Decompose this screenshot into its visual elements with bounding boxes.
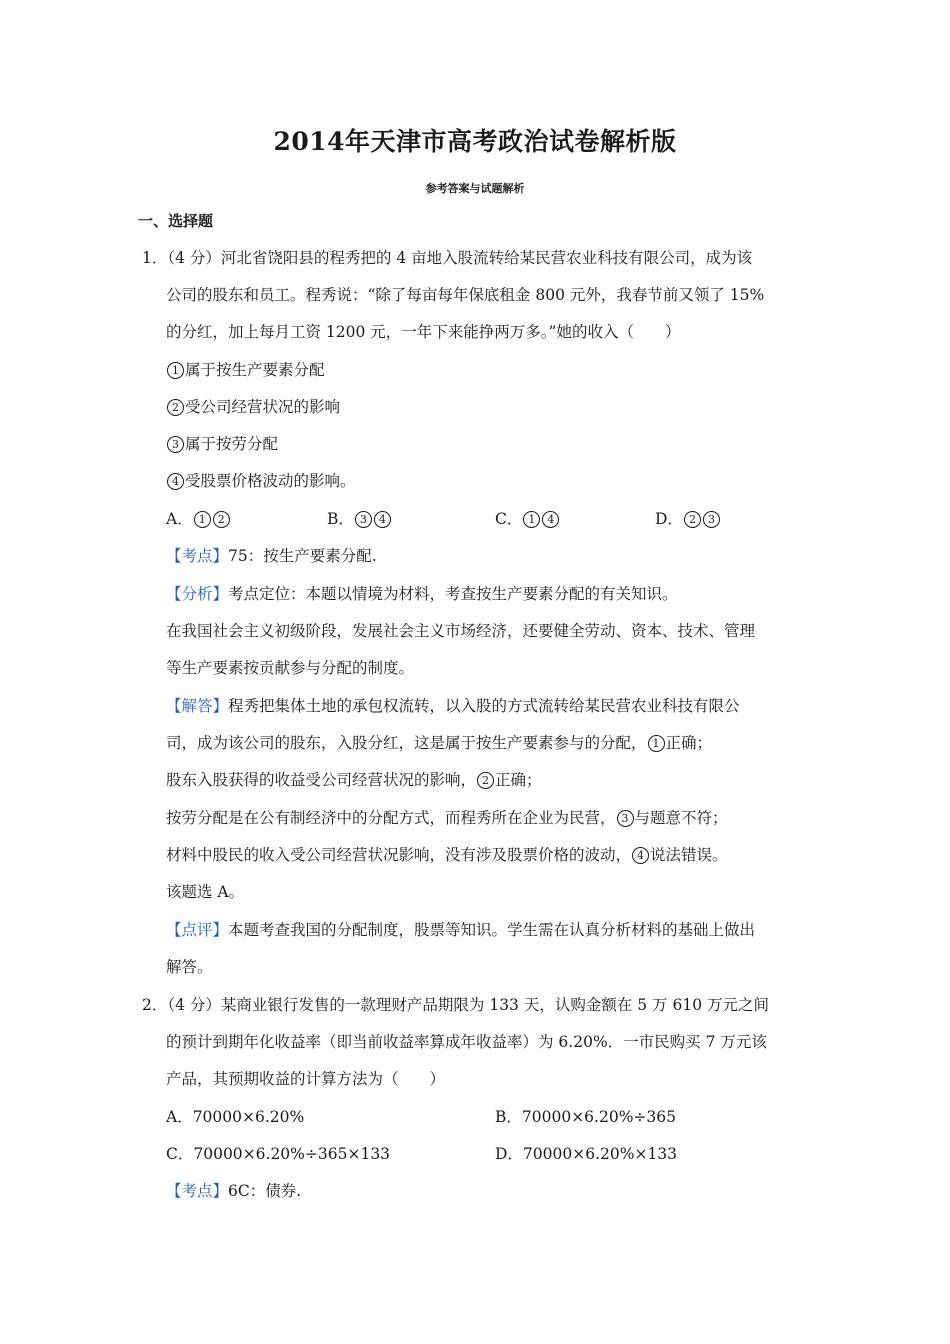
- circled-number: 4: [542, 511, 559, 528]
- q2-option-d: D．70000×6.20%×133: [495, 1145, 678, 1163]
- q1-fenxi-line-2: 在我国社会主义初级阶段，发展社会主义市场经济，还要健全劳动、资本、技术、管理: [166, 622, 756, 640]
- q1-jieda-line-5: [166, 845, 728, 865]
- jieda-line-3-text: 股东入股获得的收益受公司经营状况的影响，: [166, 771, 477, 789]
- q1-option-c: [495, 509, 560, 529]
- q1-item-3-text: 属于按劳分配: [185, 435, 279, 453]
- q1-jieda: [166, 696, 740, 716]
- q1-stem-line-3: 的分红，加上每月工资 1200 元，一年下来能挣两万多。”她的收入（ ）: [166, 323, 681, 341]
- q1-jieda-line-4: [166, 808, 728, 828]
- dianping-tag: 【点评】: [166, 921, 229, 939]
- q1-option-d: [655, 509, 721, 529]
- dianping-text: 本题考查我国的分配制度，股票等知识。学生需在认真分析材料的基础上做出: [228, 921, 756, 939]
- q1-jieda-line-3: [166, 770, 542, 790]
- option-letter: D．: [655, 510, 683, 528]
- option-letter: B．: [327, 510, 354, 528]
- fenxi-tag: 【分析】: [166, 585, 229, 603]
- kaodian-text: 6C：债券.: [228, 1182, 302, 1200]
- q1-kaodian: [166, 546, 377, 566]
- jieda-tag: 【解答】: [166, 697, 229, 715]
- verdict-text: 正确；: [665, 734, 713, 752]
- circled-number: 3: [617, 810, 634, 827]
- q2-stem-line-2: 的预计到期年化收益率（即当前收益率算成年收益率）为 6.20%．一市民购买 7 万元该: [166, 1033, 767, 1051]
- q1-option-b: [327, 509, 392, 529]
- circled-number: 1: [648, 735, 665, 752]
- q1-item-4-text: 受股票价格波动的影响。: [185, 472, 356, 490]
- q2-option-a: A．70000×6.20%: [166, 1108, 305, 1126]
- circled-number: 2: [477, 772, 494, 789]
- circled-number: 1: [167, 362, 184, 379]
- circled-number: 2: [167, 399, 184, 416]
- circled-number: 2: [213, 511, 230, 528]
- kaodian-tag: 【考点】: [166, 547, 229, 565]
- verdict-text: 与题意不符；: [634, 809, 728, 827]
- q1-item-2-text: 受公司经营状况的影响: [185, 398, 341, 416]
- jieda-line-4-text: 按劳分配是在公有制经济中的分配方式，而程秀所在企业为民营，: [166, 809, 616, 827]
- q1-fenxi-line-3: 等生产要素按贡献参与分配的制度。: [166, 659, 415, 677]
- circled-number: 3: [355, 511, 372, 528]
- q1-dianping-line-2: 解答。: [166, 958, 213, 976]
- jieda-line-5-text: 材料中股民的收入受公司经营状况影响，没有涉及股票价格的波动，: [166, 846, 632, 864]
- q1-item-2: [166, 397, 340, 417]
- option-letter: A．: [166, 510, 193, 528]
- q1-item-1-text: 属于按生产要素分配: [185, 361, 325, 379]
- q1-item-3: [166, 434, 278, 454]
- kaodian-tag: 【考点】: [166, 1182, 229, 1200]
- page-subtitle: 参考答案与试题解析: [425, 182, 525, 195]
- circled-number: 3: [703, 511, 720, 528]
- circled-number: 4: [632, 847, 649, 864]
- q1-option-a: [166, 509, 231, 529]
- q1-dianping: [166, 920, 755, 940]
- circled-number: 4: [374, 511, 391, 528]
- q2-option-c: C．70000×6.20%÷365×133: [166, 1145, 391, 1163]
- circled-number: 4: [167, 473, 184, 490]
- circled-number: 1: [194, 511, 211, 528]
- circled-number: 1: [523, 511, 540, 528]
- q1-fenxi: [166, 584, 678, 604]
- kaodian-text: 75：按生产要素分配.: [228, 547, 377, 565]
- verdict-text: 说法错误。: [650, 846, 728, 864]
- verdict-text: 正确；: [495, 771, 542, 789]
- q2-stem-line-1: 2．（4 分）某商业银行发售的一款理财产品期限为 133 天，认购金额在 5 万 610 万元之间: [142, 996, 769, 1014]
- q2-kaodian: [166, 1181, 301, 1201]
- q2-stem-line-3: 产品，其预期收益的计算方法为（ ）: [166, 1070, 446, 1088]
- option-letter: C．: [495, 510, 523, 528]
- q2-option-b: B．70000×6.20%÷365: [495, 1108, 676, 1126]
- q1-jieda-line-2: [166, 733, 712, 753]
- q1-item-4: [166, 471, 356, 491]
- q1-item-1: [166, 360, 325, 380]
- q1-stem-line-2: 公司的股东和员工。程秀说：“除了每亩每年保底租金 800 元外，我春节前又领了 15%: [166, 286, 765, 304]
- section-heading: 一、选择题: [138, 212, 214, 230]
- jieda-line-2-text: 司，成为该公司的股东，入股分红，这是属于按生产要素参与的分配，: [166, 734, 647, 752]
- fenxi-text: 考点定位：本题以情境为材料，考查按生产要素分配的有关知识。: [228, 585, 678, 603]
- jieda-text: 程秀把集体土地的承包权流转，以入股的方式流转给某民营农业科技有限公: [228, 697, 740, 715]
- circled-number: 3: [167, 436, 184, 453]
- q1-stem-line-1: 1．（4 分）河北省饶阳县的程秀把的 4 亩地入股流转给某民营农业科技有限公司，成为该: [142, 249, 753, 267]
- circled-number: 2: [684, 511, 701, 528]
- page-title: 2014年天津市高考政治试卷解析版: [273, 127, 677, 156]
- q1-answer: 该题选 A。: [166, 883, 245, 901]
